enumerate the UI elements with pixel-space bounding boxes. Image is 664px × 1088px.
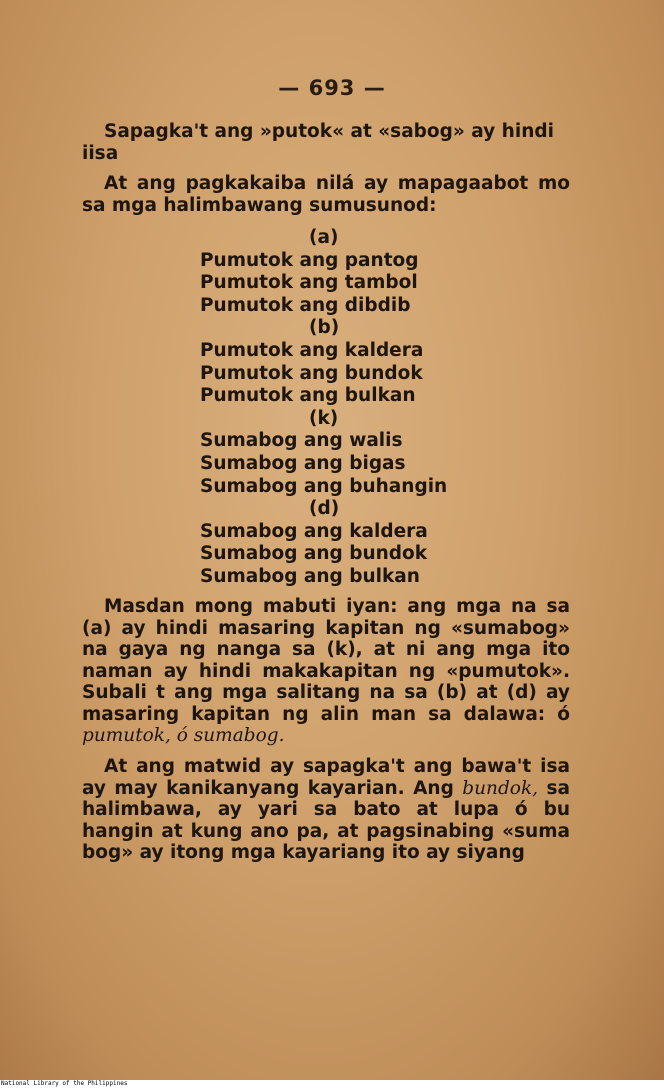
example-line: Pumutok ang bulkan — [200, 385, 416, 407]
paragraph-4-text-b: sa halimbawa, ay yari sa bato at lupa ó bu hangin at kung ano pa, at pagsinabing «suma bog» ay itong mga kayariang ito ay siyang — [82, 777, 570, 863]
example-group-label: (k) — [309, 407, 339, 429]
paragraph-1: Sapagka't ang »putok« at «sabog» ay hindi iisa — [82, 121, 554, 164]
example-group-label: (b) — [309, 317, 340, 339]
paragraph-4 — [82, 756, 570, 864]
example-line: Pumutok ang bundok — [200, 362, 423, 384]
example-line: Pumutok ang kaldera — [200, 339, 424, 361]
example-line: Sumabog ang bundok — [200, 543, 428, 565]
example-group-label: (d) — [309, 498, 340, 520]
example-line: Sumabog ang buhangin — [200, 475, 448, 497]
example-line: Sumabog ang bigas — [200, 452, 406, 474]
page-number: — 693 — — [278, 76, 386, 100]
example-line: Pumutok ang dibdib — [200, 294, 411, 316]
example-line: Sumabog ang kaldera — [200, 520, 428, 542]
example-group-label: (a) — [309, 227, 339, 248]
library-footer — [0, 1080, 664, 1088]
example-line: Pumutok ang tambol — [200, 272, 418, 294]
footer-credit: National Library of the Philippines — [1, 1080, 128, 1087]
example-line: Sumabog ang walis — [200, 430, 403, 452]
paragraph-3 — [82, 596, 570, 747]
example-line: Sumabog ang bulkan — [200, 565, 420, 587]
paragraph-2: At ang pagkakaiba nilá ay mapagaabot mo sa mga halimbawang sumusunod: — [82, 173, 570, 216]
paragraph-3-text: Masdan mong mabuti iyan: ang mga na sa (a) ay hindi masaring kapitan ng «sumabog» na gaya ng nanga sa (k), at ni ang mga ito naman ay hindi makakapitan ng «pumutok». Subali t ang mga salitang na sa (b) at (d) ay masaring kapitan ng alin man sa dalawa: ó — [82, 596, 570, 725]
paragraph-3-italic: pumutok, ó sumabog. — [82, 725, 285, 746]
example-line: Pumutok ang pantog — [200, 249, 419, 271]
paragraph-4-text-a: At ang matwid ay sapagka't ang bawa't isa ay may kanikanyang kayarian. Ang — [82, 756, 570, 799]
example-list — [0, 227, 664, 589]
paragraph-4-italic: bundok, — [462, 777, 539, 799]
